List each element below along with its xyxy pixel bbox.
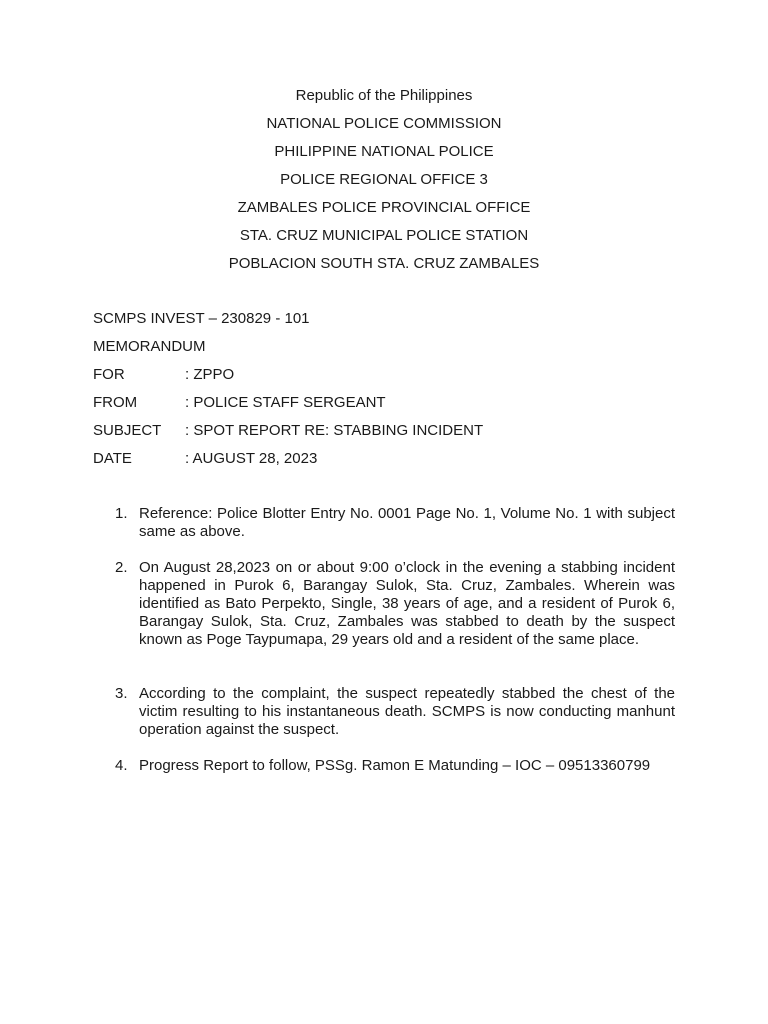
item-text: On August 28,2023 on or about 9:00 o’clock in the evening a stabbing incident happened in Purok 6, Barangay Sulok, Sta. Cruz, Zambales. Wherein was identified as Bato Perpekto, Single, 38 years of age, and a resident of Purok 6, Barangay Sulok, Sta. Cruz, Zambales was stabbed to death by the suspect known as Poge Taypumapa, 29 years old and a resident of the same place. [139, 559, 675, 648]
letterhead-regional-office: POLICE REGIONAL OFFICE 3 [280, 171, 488, 188]
report-item-reference [93, 505, 675, 541]
item-text: Reference: Police Blotter Entry No. 0001 Page No. 1, Volume No. 1 with subject same as above. [139, 505, 675, 540]
letterhead-police-station: STA. CRUZ MUNICIPAL POLICE STATION [239, 227, 529, 244]
memo-field-label: FROM [93, 394, 138, 411]
item-number: 3. [115, 685, 128, 702]
document-type: MEMORANDUM [93, 338, 206, 355]
report-body [93, 505, 675, 775]
letterhead [0, 86, 768, 282]
report-item-incident [93, 559, 675, 649]
item-number: 2. [115, 559, 128, 576]
memo-field-value: : ZPPO [185, 366, 235, 383]
memo-field-subject [93, 421, 693, 449]
memo-field-label: DATE [93, 450, 132, 467]
memo-field-value: : SPOT REPORT RE: STABBING INCIDENT [185, 422, 484, 439]
item-text: According to the complaint, the suspect repeatedly stabbed the chest of the victim resulting to his instantaneous death. SCMPS is now conducting manhunt operation against the suspect. [139, 685, 675, 738]
memo-field-from [93, 393, 693, 421]
memo-meta [93, 309, 693, 477]
letterhead-napolcom: NATIONAL POLICE COMMISSION [266, 115, 502, 132]
memo-field-date [93, 449, 693, 477]
item-text: Progress Report to follow, PSSg. Ramon E Matunding – IOC – 09513360799 [139, 757, 651, 774]
memo-field-label: SUBJECT [93, 422, 162, 439]
letterhead-provincial-office: ZAMBALES POLICE PROVINCIAL OFFICE [237, 199, 531, 216]
report-item-complaint [93, 685, 675, 739]
letterhead-republic: Republic of the Philippines [295, 87, 473, 104]
memo-field-value: : AUGUST 28, 2023 [185, 450, 318, 467]
memo-field-label: FOR [93, 366, 125, 383]
item-number: 1. [115, 505, 128, 522]
memo-field-for [93, 365, 693, 393]
letterhead-address: POBLACION SOUTH STA. CRUZ ZAMBALES [228, 255, 540, 272]
item-number: 4. [115, 757, 128, 774]
letterhead-pnp: PHILIPPINE NATIONAL POLICE [274, 143, 494, 160]
memo-field-value: : POLICE STAFF SERGEANT [185, 394, 386, 411]
report-item-progress [93, 757, 675, 775]
reference-number: SCMPS INVEST – 230829 - 101 [93, 310, 310, 327]
